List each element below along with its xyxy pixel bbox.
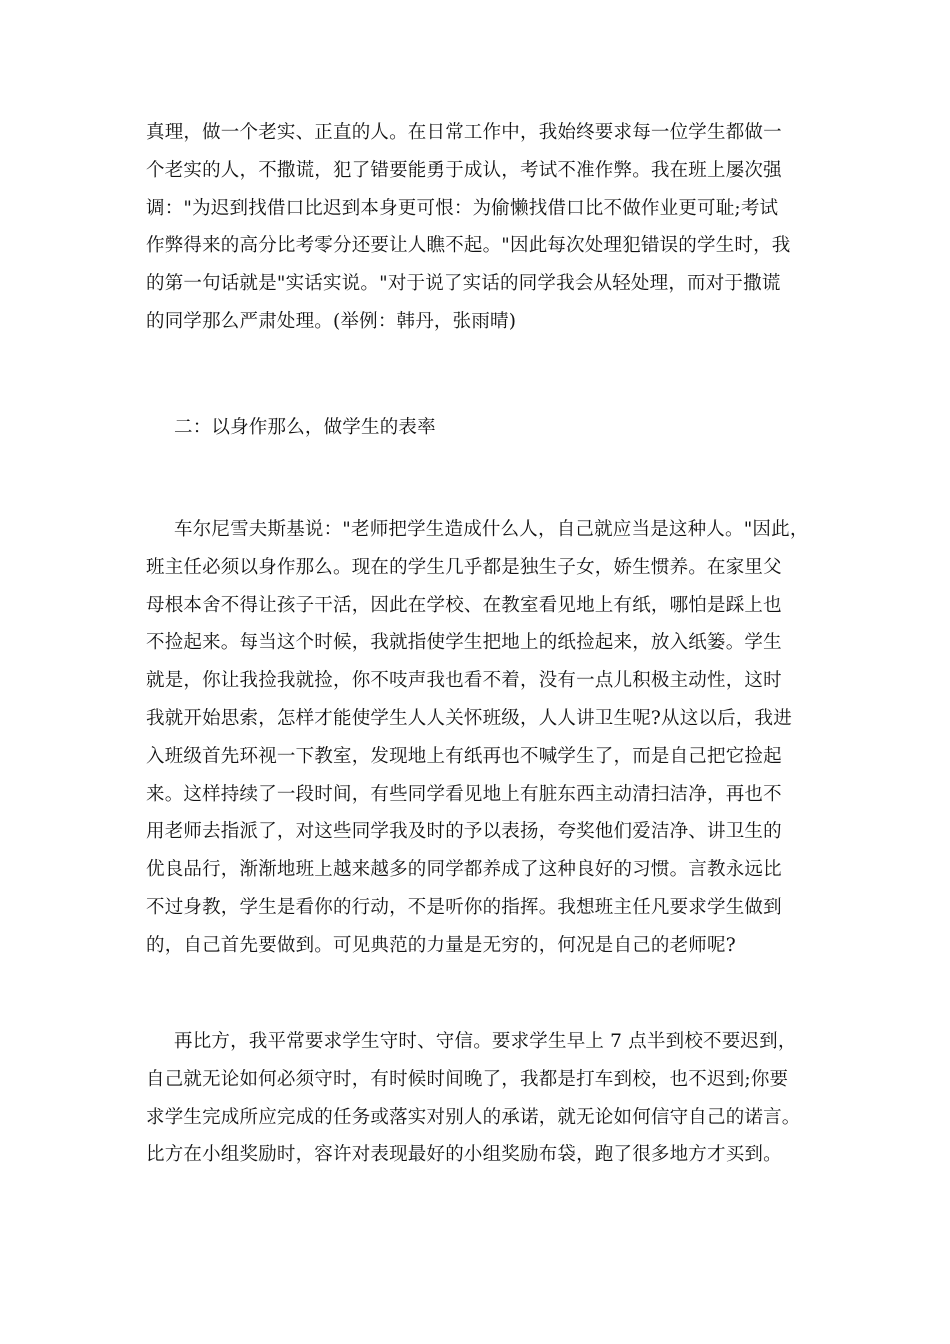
heading-text: 二：以身作那么，做学生的表率 [174,417,436,438]
text-line: 入班级首先环视一下教室，发现地上有纸再也不喊学生了，而是自己把它捡起 [146,745,782,767]
paragraph-3 [146,1023,811,1174]
text-line: 车尔尼雪夫斯基说："老师把学生造成什么人，自己就应当是这种人。"因此， [174,519,809,540]
text-line: 我就开始思索，怎样才能使学生人人关怀班级，人人讲卫生呢?从这以后，我进 [146,707,792,729]
text-line: 就是，你让我捡我就捡，你不吱声我也看不着，没有一点儿积极主动性，这时 [146,670,782,692]
text-line: 作弊得来的高分比考零分还要让人瞧不起。"因此每次处理犯错误的学生时，我 [146,235,791,257]
text-line: 不过身教，学生是看你的行动，不是听你的指挥。我想班主任凡要求学生做到 [146,896,782,918]
text-line: 再比方，我平常要求学生守时、守信。要求学生早上 7 点半到校不要迟到， [174,1031,797,1052]
text-line: 自己就无论如何必须守时，有时候时间晚了，我都是打车到校，也不迟到;你要 [146,1068,789,1090]
text-line: 个老实的人，不撒谎，犯了错要能勇于成认，考试不准作弊。我在班上屡次强 [146,159,782,181]
text-line: 的第一句话就是"实话实说。"对于说了实话的同学我会从轻处理，而对于撒谎 [146,273,781,295]
text-line: 母根本舍不得让孩子干活，因此在学校、在教室看见地上有纸，哪怕是踩上也 [146,594,782,616]
paragraph-2 [146,511,811,965]
text-line: 求学生完成所应完成的任务或落实对别人的承诺，就无论如何信守自己的诺言。 [146,1106,801,1128]
text-line: 不捡起来。每当这个时候，我就指使学生把地上的纸捡起来，放入纸篓。学生 [146,632,782,654]
text-line: 调："为迟到找借口比迟到本身更可恨：为偷懒找借口比不做作业更可耻;考试 [146,197,779,219]
text-line: 班主任必须以身作那么。现在的学生几乎都是独生子女，娇生惯养。在家里父 [146,556,782,578]
text-line: 的同学那么严肃处理。(举例：韩丹，张雨晴) [146,310,517,332]
text-line: 来。这样持续了一段时间，有些同学看见地上有脏东西主动清扫洁净，再也不 [146,783,782,805]
paragraph-1 [146,114,811,341]
text-line: 的，自己首先要做到。可见典范的力量是无穷的，何况是自己的老师呢? [146,934,736,956]
section-heading [146,409,811,447]
text-line: 比方在小组奖励时，容许对表现最好的小组奖励布袋，跑了很多地方才买到。 [146,1144,782,1166]
text-line: 真理，做一个老实、正直的人。在日常工作中，我始终要求每一位学生都做一 [146,122,782,143]
text-line: 优良品行，渐渐地班上越来越多的同学都养成了这种良好的习惯。言教永远比 [146,859,782,881]
text-line: 用老师去指派了，对这些同学我及时的予以表扬，夸奖他们爱洁净、讲卫生的 [146,821,782,843]
